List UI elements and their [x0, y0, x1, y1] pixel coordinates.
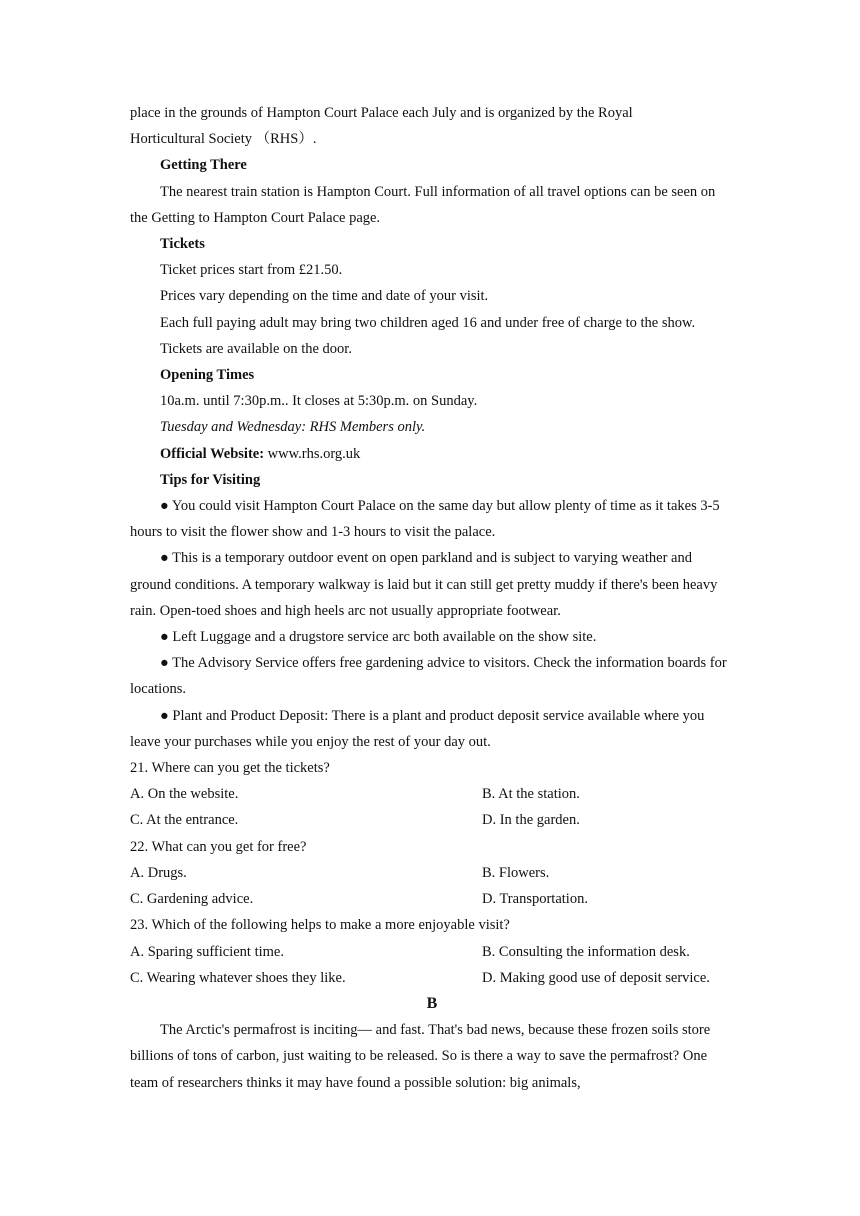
question-22-option-d: D. Transportation.: [482, 891, 588, 908]
getting-there-heading: Getting There: [160, 157, 247, 174]
tickets-line-2: Prices vary depending on the time and date of your visit.: [160, 288, 489, 305]
document-content: [130, 100, 734, 1096]
question-22-option-b: B. Flowers.: [482, 864, 550, 881]
opening-times-heading: Opening Times: [160, 367, 255, 384]
question-23-option-a: A. Sparing sufficient time.: [130, 943, 284, 960]
section-b-heading: B: [426, 994, 438, 1012]
question-21-option-d: D. In the garden.: [482, 812, 580, 829]
tickets-line-3: Each full paying adult may bring two children aged 16 and under free of charge to the show.: [160, 314, 696, 331]
tickets-line-1: Ticket prices start from £21.50.: [160, 262, 343, 279]
tips-heading: Tips for Visiting: [160, 471, 261, 488]
question-22-option-c: C. Gardening advice.: [130, 891, 254, 908]
question-21-option-c: C. At the entrance.: [130, 812, 239, 829]
intro-line-2: Horticultural Society （RHS）.: [130, 131, 317, 148]
tip-item: ● You could visit Hampton Court Palace on the same day but allow plenty of time as it takes 3-5 hours to visit the flower show and 1-3 hours to visit the palace.: [130, 498, 720, 541]
question-22-stem: 22. What can you get for free?: [130, 838, 307, 855]
tickets-line-4: Tickets are available on the door.: [160, 340, 352, 357]
tip-item: ● This is a temporary outdoor event on open parkland and is subject to varying weather and ground conditions. A temporary walkway is laid but it can still get pretty muddy if there's been heavy rain. Open-toed shoes and high heels arc not usually appropriate footwear.: [130, 550, 718, 619]
question-21-options-row-2: [130, 807, 734, 833]
section-b-text: The Arctic's permafrost is inciting— and fast. That's bad news, because these frozen soils store billions of tons of carbon, just waiting to be released. So is there a way to save the permafrost? One team of researchers thinks it may have found a possible solution: big animals,: [130, 1022, 711, 1091]
question-23-stem: 23. Which of the following helps to make a more enjoyable visit?: [130, 917, 510, 934]
tip-item: ● Plant and Product Deposit: There is a plant and product deposit service available where you leave your purchases while you enjoy the rest of your day out.: [130, 707, 705, 750]
intro-line-1: place in the grounds of Hampton Court Palace each July and is organized by the Royal: [130, 105, 633, 121]
tickets-heading: Tickets: [160, 236, 205, 253]
tip-item: ● The Advisory Service offers free gardening advice to visitors. Check the information boards for locations.: [130, 655, 727, 698]
question-22-options-row-1: [130, 860, 734, 886]
question-23-options-row-2: [130, 965, 734, 991]
question-21-stem: 21. Where can you get the tickets?: [130, 760, 330, 777]
official-website-value: www.rhs.org.uk: [264, 445, 361, 462]
official-website-label: Official Website:: [160, 445, 265, 462]
question-21-option-b: B. At the station.: [482, 786, 580, 803]
opening-times-line-1: 10a.m. until 7:30p.m.. It closes at 5:30p.m. on Sunday.: [160, 393, 478, 410]
official-website: [130, 441, 734, 467]
opening-times-line-2: Tuesday and Wednesday: RHS Members only.: [160, 419, 426, 436]
question-22-options-row-2: [130, 886, 734, 912]
getting-there-text: The nearest train station is Hampton Court. Full information of all travel options can be seen on the Getting to Hampton Court Palace page.: [130, 183, 716, 226]
question-21-options-row-1: [130, 781, 734, 807]
tip-item: ● Left Luggage and a drugstore service arc both available on the show site.: [160, 629, 597, 646]
question-23-option-d: D. Making good use of deposit service.: [482, 969, 710, 986]
question-23-options-row-1: [130, 939, 734, 965]
question-23-option-b: B. Consulting the information desk.: [482, 943, 690, 960]
question-21-option-a: A. On the website.: [130, 786, 239, 803]
question-22-option-a: A. Drugs.: [130, 864, 187, 881]
question-23-option-c: C. Wearing whatever shoes they like.: [130, 969, 346, 986]
